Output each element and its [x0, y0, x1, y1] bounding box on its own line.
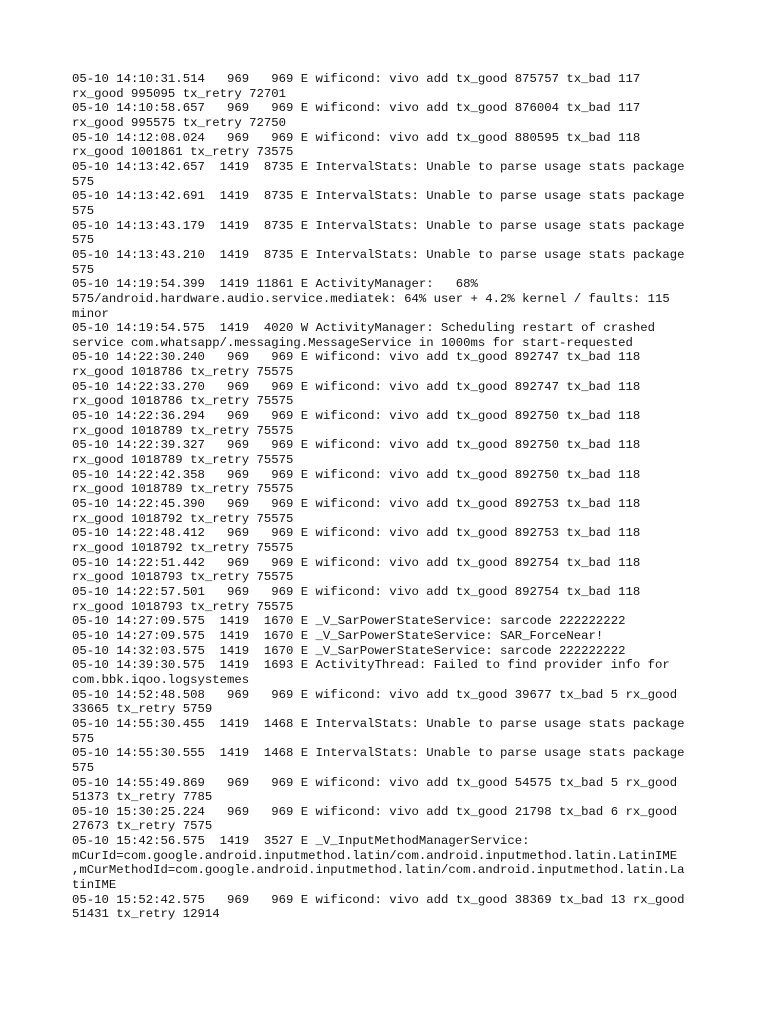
log-line: 05-10 14:55:30.455 1419 1468 E IntervalStats: Unable to parse usage stats package 575	[72, 716, 685, 746]
log-line: 05-10 14:55:30.555 1419 1468 E IntervalStats: Unable to parse usage stats package 575	[72, 746, 685, 775]
log-line: 05-10 14:22:39.327 969 969 E wificond: vivo add tx_good 892750 tx_bad 118 rx_good 1018789 tx_retry 75575	[72, 438, 641, 468]
log-line: 05-10 14:13:42.691 1419 8735 E IntervalStats: Unable to parse usage stats package 575	[72, 189, 685, 218]
log-line: 05-10 14:32:03.575 1419 1670 E _V_SarPowerStateService: sarcode 222222222	[72, 643, 626, 658]
log-line: 05-10 14:22:57.501 969 969 E wificond: vivo add tx_good 892754 tx_bad 118 rx_good 1018793 tx_retry 75575	[72, 584, 641, 614]
log-line: 05-10 14:22:51.442 969 969 E wificond: vivo add tx_good 892754 tx_bad 118 rx_good 1018793 tx_retry 75575	[72, 555, 641, 585]
log-line: 05-10 14:22:45.390 969 969 E wificond: vivo add tx_good 892753 tx_bad 118 rx_good 1018792 tx_retry 75575	[72, 497, 641, 526]
log-line: 05-10 14:10:31.514 969 969 E wificond: vivo add tx_good 875757 tx_bad 117 rx_good 995095 tx_retry 72701	[72, 72, 641, 101]
log-line: 05-10 14:27:09.575 1419 1670 E _V_SarPowerStateService: sarcode 222222222	[72, 614, 626, 629]
log-line: 05-10 14:13:43.210 1419 8735 E IntervalStats: Unable to parse usage stats package 575	[72, 247, 685, 277]
log-line: 05-10 14:22:33.270 969 969 E wificond: vivo add tx_good 892747 tx_bad 118 rx_good 1018786 tx_retry 75575	[72, 379, 641, 409]
log-line: 05-10 14:12:08.024 969 969 E wificond: vivo add tx_good 880595 tx_bad 118 rx_good 1001861 tx_retry 73575	[72, 130, 641, 160]
log-line: 05-10 15:30:25.224 969 969 E wificond: vivo add tx_good 21798 tx_bad 6 rx_good 27673 tx_retry 7575	[72, 804, 678, 834]
log-line: 05-10 14:13:43.179 1419 8735 E IntervalStats: Unable to parse usage stats package 575	[72, 218, 685, 248]
log-line: 05-10 15:42:56.575 1419 3527 E _V_InputMethodManagerService: mCurId=com.google.android.inputmethod.latin/com.android.inputmethod.latin.LatinIME ,mCurMethodId=com.google.android.inputmethod.latin/com.android.inputmethod.latin.La tinIME	[72, 834, 685, 893]
log-line: 05-10 14:55:49.869 969 969 E wificond: vivo add tx_good 54575 tx_bad 5 rx_good 51373 tx_retry 7785	[72, 775, 678, 805]
log-line: 05-10 14:22:30.240 969 969 E wificond: vivo add tx_good 892747 tx_bad 118 rx_good 1018786 tx_retry 75575	[72, 350, 641, 380]
log-line: 05-10 14:19:54.399 1419 11861 E ActivityManager: 68% 575/android.hardware.audio.service.mediatek: 64% user + 4.2% kernel / faults: 115 minor	[72, 277, 670, 321]
log-line: 05-10 14:22:48.412 969 969 E wificond: vivo add tx_good 892753 tx_bad 118 rx_good 1018792 tx_retry 75575	[72, 526, 641, 555]
log-line: 05-10 14:52:48.508 969 969 E wificond: vivo add tx_good 39677 tx_bad 5 rx_good 33665 tx_retry 5759	[72, 687, 678, 717]
log-line: 05-10 15:52:42.575 969 969 E wificond: vivo add tx_good 38369 tx_bad 13 rx_good 51431 tx_retry 12914	[72, 892, 685, 922]
log-line: 05-10 14:22:42.358 969 969 E wificond: vivo add tx_good 892750 tx_bad 118 rx_good 1018789 tx_retry 75575	[72, 467, 641, 497]
log-line: 05-10 14:19:54.575 1419 4020 W ActivityManager: Scheduling restart of crashed service com.whatsapp/.messaging.MessageService in 1000ms for start-requested	[72, 321, 655, 350]
log-line: 05-10 14:13:42.657 1419 8735 E IntervalStats: Unable to parse usage stats package 575	[72, 159, 685, 189]
log-line: 05-10 14:22:36.294 969 969 E wificond: vivo add tx_good 892750 tx_bad 118 rx_good 1018789 tx_retry 75575	[72, 409, 641, 438]
log-line: 05-10 14:10:58.657 969 969 E wificond: vivo add tx_good 876004 tx_bad 117 rx_good 995575 tx_retry 72750	[72, 101, 641, 130]
log-line: 05-10 14:39:30.575 1419 1693 E ActivityThread: Failed to find provider info for com.bbk.iqoo.logsystemes	[72, 658, 670, 687]
log-line: 05-10 14:27:09.575 1419 1670 E _V_SarPowerStateService: SAR_ForceNear!	[72, 628, 604, 643]
log-document	[72, 72, 702, 922]
